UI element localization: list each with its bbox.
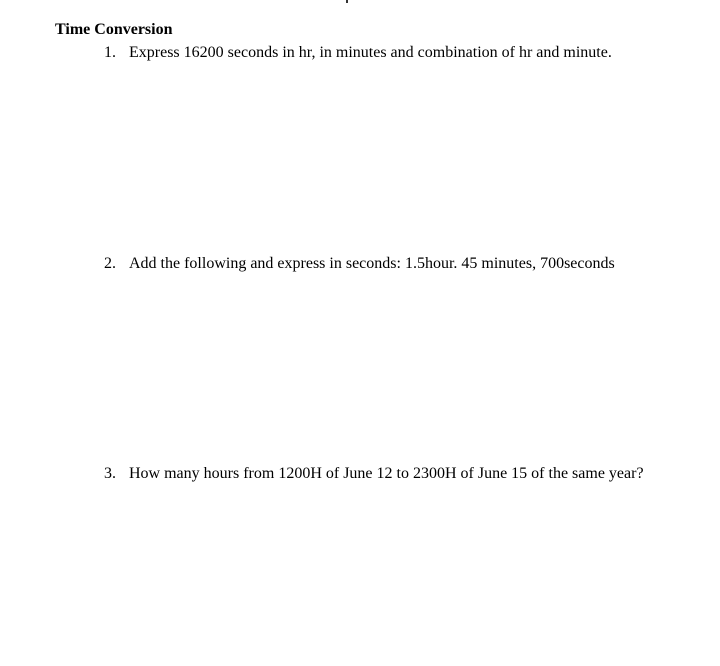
question-text: How many hours from 1200H of June 12 to 2300H of June 15 of the same year? <box>129 465 644 482</box>
question-number: 3. <box>104 465 116 482</box>
question-number: 2. <box>104 255 116 272</box>
question-item <box>104 465 644 483</box>
question-item <box>104 44 612 62</box>
section-heading: Time Conversion <box>55 21 173 38</box>
question-text: Add the following and express in seconds: 1.5hour. 45 minutes, 700seconds <box>129 255 615 272</box>
page-top-mark <box>346 0 348 3</box>
question-item <box>104 255 615 273</box>
question-number: 1. <box>104 44 116 61</box>
question-text: Express 16200 seconds in hr, in minutes and combination of hr and minute. <box>129 44 612 61</box>
